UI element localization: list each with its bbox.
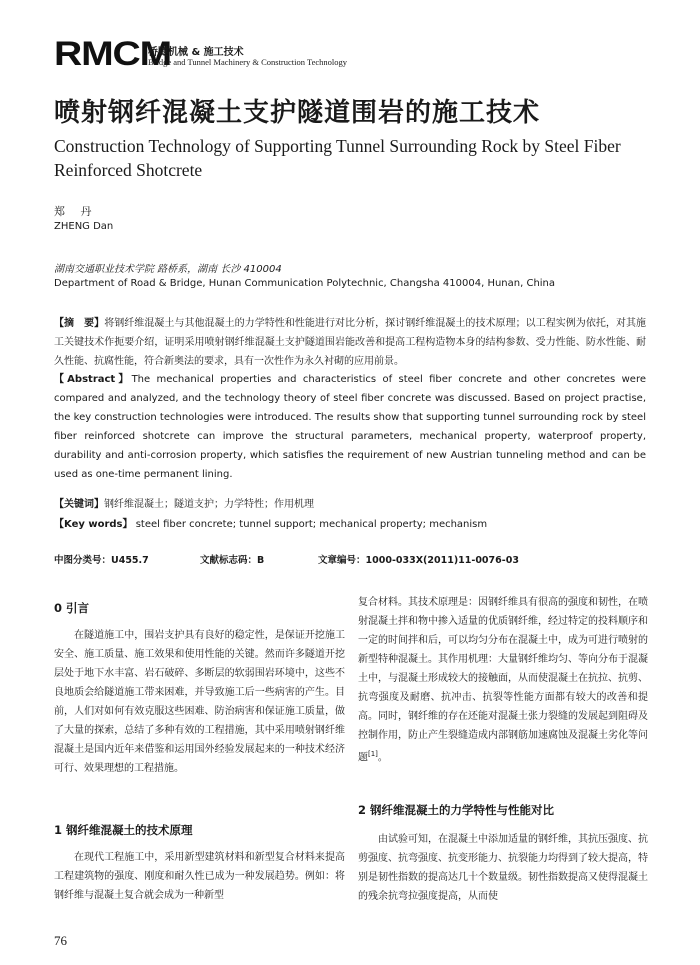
section-1-paragraph: 在现代工程施工中，采用新型建筑材料和新型复合材料来提高工程建筑物的强度、刚度和耐久性已成为一种发展趋势。例如：将钢纤维与混凝土复合就会成为一种新型 [54,852,345,901]
journal-logo: RMCM [54,35,172,73]
abstract-en-text: The mechanical properties and characteristics of steel fiber concrete and other concretes were compared and analyzed, and the technology theory of steel fiber concrete was discussed. Based on project practise, the key construction technologies were introduced. The results show that supporting tunnel surrounding rock by steel fiber reinforced shotcrete can improve the structural parameters, mechanical property, waterproof property, durability and anti-corrosion property, which satisfies the requirement of new Austrian tunneling method and can be used as one-time permanent lining. [54,374,646,480]
keywords-cn [54,495,314,510]
abstract-cn-text: 将钢纤维混凝土与其他混凝土的力学特性和性能进行对比分析，探讨钢纤维混凝土的技术原理；以工程实例为依托，对其施工关键技术作扼要介绍，证明采用喷射钢纤维混凝土支护隧道围岩能改善和提高工程构造物本身的结构参数、受力性能、防水性能、耐久性能、抗腐性能，符合新奥法的要求，具有一次性作为永久衬砌的应用前景。 [54,318,647,367]
journal-name-en: Bridge and Tunnel Machinery & Construction Technology [148,57,347,67]
affiliation-en: Department of Road & Bridge, Hunan Communication Polytechnic, Changsha 410004, Hunan, China [54,278,556,289]
keywords-cn-text: 钢纤维混凝土；隧道支护；力学特性；作用机理 [104,499,314,510]
abstract-cn-label: 【摘 要】 [54,318,105,329]
affiliation-cn: 湖南交通职业技术学院 路桥系，湖南 长沙 410004 [54,264,282,275]
author-cn: 郑 丹 [54,205,98,218]
journal-name-cn: 桥隧机械 & 施工技术 [148,47,244,58]
paragraph-text: 复合材料。其技术原理是：因钢纤维具有很高的强度和韧性，在喷射混凝土拌和物中掺入适量的优质钢纤维，经过特定的投料顺序和一定的时间拌和后，可以均匀分布在混凝土中，成为可进行喷射的新型特种混凝土。其作用机理：大量钢纤维均匀、等向分布于混凝土中，与混凝土形成较大的接触面，从而使混凝土在抗拉、抗剪、抗弯强度及耐磨、抗冲击、抗裂等性能方面都有较大的改善和提高。同时，钢纤维的存在还能对混凝土张力裂缝的发展起到阻碍及控制作用，防止产生裂缝造成内部钢筋加速腐蚀及混凝土劣化等问题 [358,597,648,764]
abstract-en-label: 【Abstract】 [54,374,132,385]
clc-number: 中图分类号：U455.7 [54,555,149,566]
abstract-cn [54,314,646,371]
paragraph-end: 。 [377,752,388,764]
article-number: 文章编号：1000-033X(2011)11-0076-03 [318,555,519,566]
keywords-cn-label: 【关键词】 [54,499,104,510]
page-number: 76 [54,933,67,948]
author-en: ZHENG Dan [54,221,114,232]
keywords-en-text: steel fiber concrete; tunnel support; mechanical property; mechanism [135,519,488,530]
section-1-heading: 1 钢纤维混凝土的技术原理 [54,823,193,837]
keywords-en [54,515,487,530]
section-2-paragraph: 由试验可知，在混凝土中添加适量的钢纤维，其抗压强度、抗剪强度、抗弯强度、抗变形能力、抗裂能力均得到了较大提高，特别是韧性指数的提高达几十个数量级。韧性指数提高又使得混凝土的残余抗弯拉强度提高，从而使 [358,834,648,902]
document-code: 文献标志码：B [200,555,265,566]
section-2-heading: 2 钢纤维混凝土的力学特性与性能对比 [358,803,555,817]
paper-title-en: Construction Technology of Supporting Tunnel Surrounding Rock by Steel Fiber Reinforced Shotcrete [54,136,621,180]
citation: [1] [368,750,378,758]
paper-title-cn: 喷射钢纤混凝土支护隧道围岩的施工技术 [54,98,541,128]
abstract-en [54,370,646,484]
section-0-paragraph: 在隧道施工中，围岩支护具有良好的稳定性，是保证开挖施工安全、施工质量、施工效果和使用性能的关键。然而许多隧道开挖层处于地下水丰富、岩石破碎、多断层的软弱围岩环境中，这些不良地质会给隧道施工带来困难，并导致施工后一些病害的产生。目前，人们对如何有效克服这些困难、防治病害和保证施工质量，做了大量的探索，总结了多种有效的工程措施，其中采用喷射钢纤维混凝土是国内近年来借鉴和运用国外经验发展起来的一种技术经济可行、效果理想的工程措施。 [54,630,345,774]
section-1-paragraph-continued [358,593,648,767]
section-0-heading: 0 引言 [54,601,90,615]
keywords-en-label: 【Key words】 [54,519,133,530]
